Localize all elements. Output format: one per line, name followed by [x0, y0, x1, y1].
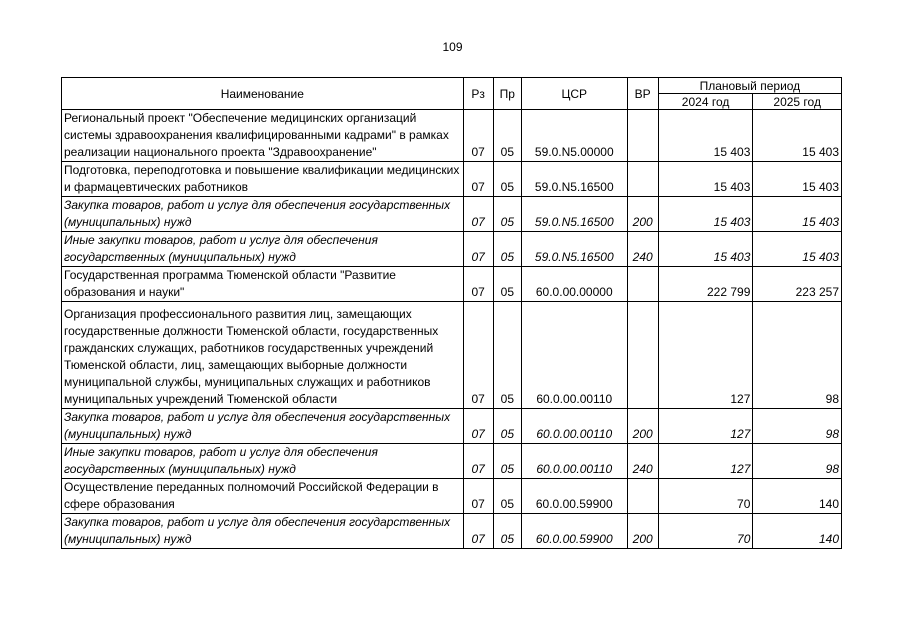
cell-2025: 15 403	[753, 197, 842, 232]
cell-2025: 140	[753, 514, 842, 549]
cell-rz: 07	[463, 409, 493, 444]
cell-2024: 127	[658, 409, 753, 444]
table-row	[62, 444, 842, 479]
cell-name: Иные закупки товаров, работ и услуг для обеспечения государственных (муниципальных) нужд	[62, 232, 464, 267]
header-year-2024: 2024 год	[658, 94, 753, 110]
cell-csr: 59.0.N5.16500	[521, 162, 627, 197]
table-row	[62, 267, 842, 302]
cell-pr: 05	[493, 444, 521, 479]
cell-csr: 60.0.00.00000	[521, 267, 627, 302]
cell-pr: 05	[493, 162, 521, 197]
cell-csr: 60.0.00.59900	[521, 514, 627, 549]
header-pr: Пр	[493, 78, 521, 110]
cell-pr: 05	[493, 302, 521, 409]
table-row	[62, 409, 842, 444]
cell-2025: 15 403	[753, 232, 842, 267]
cell-vr: 240	[627, 232, 658, 267]
cell-2024: 127	[658, 444, 753, 479]
cell-rz: 07	[463, 267, 493, 302]
cell-2024: 15 403	[658, 162, 753, 197]
table-row	[62, 514, 842, 549]
cell-rz: 07	[463, 110, 493, 162]
cell-csr: 60.0.00.59900	[521, 479, 627, 514]
cell-vr: 240	[627, 444, 658, 479]
cell-rz: 07	[463, 514, 493, 549]
table-row	[62, 302, 842, 409]
cell-rz: 07	[463, 197, 493, 232]
cell-rz: 07	[463, 302, 493, 409]
header-year-2025: 2025 год	[753, 94, 842, 110]
cell-vr	[627, 302, 658, 409]
cell-vr	[627, 162, 658, 197]
cell-2025: 98	[753, 409, 842, 444]
cell-name: Закупка товаров, работ и услуг для обеспечения государственных (муниципальных) нужд	[62, 197, 464, 232]
cell-rz: 07	[463, 232, 493, 267]
cell-2025: 140	[753, 479, 842, 514]
header-plan-period: Плановый период	[658, 78, 841, 94]
header-csr: ЦСР	[521, 78, 627, 110]
cell-csr: 59.0.N5.16500	[521, 232, 627, 267]
cell-vr	[627, 479, 658, 514]
cell-pr: 05	[493, 479, 521, 514]
cell-csr: 60.0.00.00110	[521, 409, 627, 444]
table-body	[62, 110, 842, 549]
table-row	[62, 232, 842, 267]
header-rz: Рз	[463, 78, 493, 110]
cell-2024: 70	[658, 479, 753, 514]
cell-2024: 127	[658, 302, 753, 409]
cell-2024: 15 403	[658, 110, 753, 162]
cell-pr: 05	[493, 232, 521, 267]
cell-name: Организация профессионального развития лиц, замещающих государственные должности Тюменской области, государственных гражданских служащих, работников государственных учреждений Тюменской области, лиц, замещающих выборные должности муниципальной службы, муниципальных служащих и работников муниципальных учреждений Тюменской области	[62, 302, 464, 409]
cell-name: Государственная программа Тюменской области "Развитие образования и науки"	[62, 267, 464, 302]
cell-name: Иные закупки товаров, работ и услуг для обеспечения государственных (муниципальных) нужд	[62, 444, 464, 479]
cell-pr: 05	[493, 514, 521, 549]
cell-vr: 200	[627, 514, 658, 549]
cell-rz: 07	[463, 162, 493, 197]
cell-rz: 07	[463, 479, 493, 514]
cell-2025: 15 403	[753, 162, 842, 197]
table-row	[62, 479, 842, 514]
cell-vr	[627, 267, 658, 302]
header-name: Наименование	[62, 78, 464, 110]
cell-pr: 05	[493, 197, 521, 232]
cell-2025: 98	[753, 302, 842, 409]
cell-vr	[627, 110, 658, 162]
cell-2025: 15 403	[753, 110, 842, 162]
cell-2024: 15 403	[658, 232, 753, 267]
cell-rz: 07	[463, 444, 493, 479]
cell-2024: 70	[658, 514, 753, 549]
cell-vr: 200	[627, 197, 658, 232]
cell-name: Закупка товаров, работ и услуг для обеспечения государственных (муниципальных) нужд	[62, 514, 464, 549]
header-vr: ВР	[627, 78, 658, 110]
cell-2024: 15 403	[658, 197, 753, 232]
cell-csr: 59.0.N5.16500	[521, 197, 627, 232]
page-number: 109	[442, 40, 463, 54]
table-row	[62, 162, 842, 197]
cell-pr: 05	[493, 267, 521, 302]
table-row	[62, 110, 842, 162]
cell-csr: 60.0.00.00110	[521, 302, 627, 409]
cell-2025: 98	[753, 444, 842, 479]
cell-name: Закупка товаров, работ и услуг для обеспечения государственных (муниципальных) нужд	[62, 409, 464, 444]
cell-name: Региональный проект "Обеспечение медицинских организаций системы здравоохранения квалифицированными кадрами" в рамках реализации национального проекта "Здравоохранение"	[62, 110, 464, 162]
cell-csr: 60.0.00.00110	[521, 444, 627, 479]
budget-table	[61, 77, 842, 549]
cell-2025: 223 257	[753, 267, 842, 302]
cell-pr: 05	[493, 110, 521, 162]
cell-vr: 200	[627, 409, 658, 444]
cell-2024: 222 799	[658, 267, 753, 302]
cell-name: Осуществление переданных полномочий Российской Федерации в сфере образования	[62, 479, 464, 514]
cell-name: Подготовка, переподготовка и повышение квалификации медицинских и фармацевтических работников	[62, 162, 464, 197]
cell-pr: 05	[493, 409, 521, 444]
table-row	[62, 197, 842, 232]
cell-csr: 59.0.N5.00000	[521, 110, 627, 162]
